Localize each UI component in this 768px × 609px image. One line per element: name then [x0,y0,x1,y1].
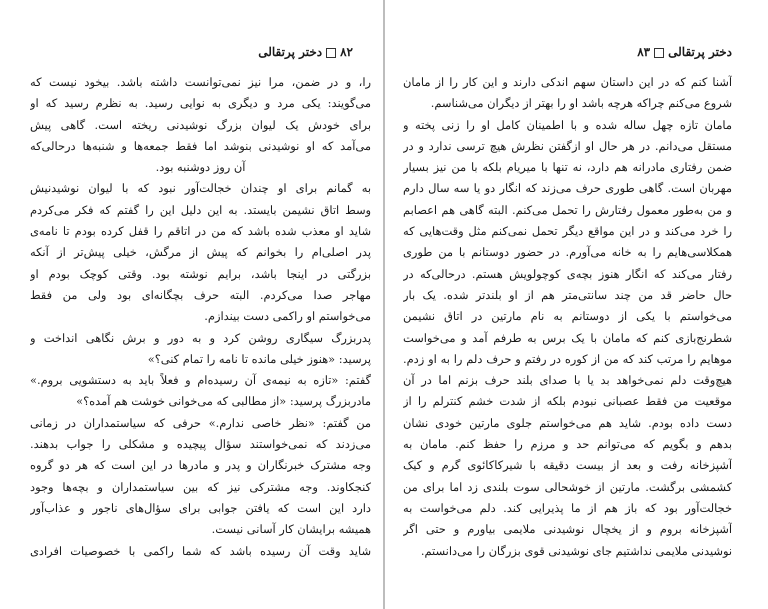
text-line: رفتار می‌کند که انگار هنوز بچه‌ی کوچولویش هستم. درحالی‌که در [403,266,732,281]
text-line: ضمن رفتاری مادرانه هم دارد، نه تنها با میریام بلکه با من نیز بسیار [403,160,732,175]
text-line: مستقل می‌دانم. در هر حال او ازگفتن نظرش هیچ ترسی ندارد و در [403,138,732,153]
text-line: می‌زدند که نمی‌خواستند سؤال پیچیده و مشکلی را جواب بدهند. [30,437,371,452]
text-line: همکلاسی‌هایم را به خانه می‌آورم. در حضور دوستانم با من طوری [403,245,732,260]
right-page-header [637,45,732,59]
text-line: مامان تازه چهل ساله شده و با اطمینان کامل او را زنی پخته و [403,117,732,132]
text-line: موهایم را مرتب کند که من از کوره در رفتم و حرف دلم را به او زدم. [403,351,732,366]
text-line: پدر اصلی‌ام را بخوانم که پیش از مرگش، خیلی پیش‌تر از آنکه [30,245,371,260]
text-line: به گمانم برای او چندان خجالت‌آور نبود که با لیوان نوشیدنیش [30,181,371,196]
text-line: پرسید: «هنوز خیلی مانده تا نامه را تمام کنی؟» [147,351,371,366]
text-line: آن روز دوشنبه بود. [155,160,246,175]
text-line: بدهم و بگویم که می‌توانم حد و مرزم را حفظ کنم. مامان به [403,437,732,452]
text-line: کنجکاوند. وجه مشترکی نیز که بین سیاستمداران و بچه‌ها وجود [30,479,371,494]
text-line: شاید او معذب شده باشد که من در اتاقم را قفل کرده بودم تا نامه‌ی [30,224,371,239]
text-line: پدربزرگ سیگاری روشن کرد و به دور و برش نگاهی انداخت و [30,330,371,345]
text-line: مادربزرگ پرسید: «از مطالبی که می‌خوانی خوشت هم آمده؟» [76,394,371,409]
right-header-title: دختر پرتقالی [668,45,732,59]
text-line: هیچ‌وقت دلم نمی‌خواهد بد یا با صدای بلند حرف بزنم اما در آن [403,373,732,388]
text-line: وجه مشترک خبرنگاران و پدر و مادرها در این است که هر دو گروه [30,458,371,473]
text-line: آشنا کنم که در این داستان سهم اندکی دارند و این کار را از مامان [403,75,732,89]
text-line: وسط اتاق نشیمن بایستد. به این دلیل این را گفتم که فکر می‌کردم [30,202,371,217]
text-line: گفتم: «تازه به نیمه‌ی آن رسیده‌ام و فعلاً باید به دستشویی بروم.» [30,373,371,388]
text-line: موقعیت من فقط عصبانی نبودم بلکه از شدت خشم کنترلم را از [403,394,732,409]
right-page [385,0,768,609]
text-line: خجالت‌آور بود که باز هم از ما پذیرایی کند. دلم می‌خواست به [403,500,732,515]
text-line: نوشیدنی ملایمی نداشتیم جای نوشیدنی قوی بزرگان را می‌دانستم. [420,543,732,558]
text-line: آشپزخانه رفت و بعد از بیست دقیقه با شیرکاکائوی گرم و کیک [403,458,732,473]
left-page-text [30,72,371,562]
text-line: شطرنج‌بازی کنم که مامان با یک برس به طرفم آمد و می‌خواست [403,330,732,345]
text-line: را خرد می‌کند و در این مواقع دیگر تحمل نمی‌کنم مثل وقت‌هایی که [403,224,732,239]
text-line: آشپزخانه بروم و از یخچال نوشیدنی ملایمی بیاورم و حتی اگر [403,522,732,537]
right-page-text [403,72,732,562]
text-line: حال حاضر قد من چند سانتی‌متر هم از او بلندتر شده. یک بار [403,287,732,302]
text-line: مهاجر صدا می‌کردم. البته حرف بچگانه‌ای بود ولی من فقط [30,287,371,302]
text-line: کشمشی برگشت. مارتین از خوشحالی سوت بلندی زد اما برای من [403,479,732,494]
text-line: و من به‌طور معمول رفتارش را تحمل می‌کنم. البته گاهی هم اعصابم [403,202,732,217]
left-page [0,0,383,609]
left-header-title: دختر پرتقالی [258,45,323,59]
text-line: دست داده بودم. شاید هم می‌خواستم جلوی مارتین خودی نشان [403,415,732,430]
text-line: می‌آمد که او نوشیدنی بنوشد اما فقط جمعه‌ها و شنبه‌ها درحالی‌که [30,138,371,153]
square-ornament-icon [326,48,336,58]
left-page-header [258,45,353,59]
text-line: دارد این است که یافتن جوابی برای سؤال‌های ناجور و عذاب‌آور [30,500,371,515]
text-line: برای خودش یک لیوان بزرگ نوشیدنی ریخته است. گاهی پیش [30,117,371,132]
text-line: می‌گویند: یکی مرد و دیگری به نوایی رسید. به نظرم رسید که او [30,96,371,111]
text-line: مهربان است. گاهی طوری حرف می‌زند که انگار دو یا سه سال دارم [403,181,732,196]
right-page-number: ۸۳ [637,45,651,59]
text-line: می‌خواستم او راکمی دست بیندازم. [204,309,371,324]
text-line: را، و در ضمن، مرا نیز نمی‌توانست داشته باشد. بیخود نیست که [30,75,371,89]
text-line: شروع می‌کنم چراکه هرچه باشد او را بهتر از دیگران می‌شناسم. [430,96,732,111]
square-ornament-icon [654,48,664,58]
text-line: می‌خواستم با یکی از دوستانم به نام مارتین در اتاق نشیمن [403,309,732,324]
text-line: من گفتم: «نظر خاصی ندارم.» حرفی که سیاستمداران در زمانی [30,415,371,430]
text-line: بزرگتی در اینجا باشد، برایم نوشته بود. وقتی کوچک بودم او [30,266,371,281]
text-line: همیشه برایشان کار آسانی نیست. [211,522,371,537]
left-page-number: ۸۲ [340,45,353,59]
text-line: شاید وقت آن رسیده باشد که شما راکمی با خصوصیات افرادی [30,543,371,558]
